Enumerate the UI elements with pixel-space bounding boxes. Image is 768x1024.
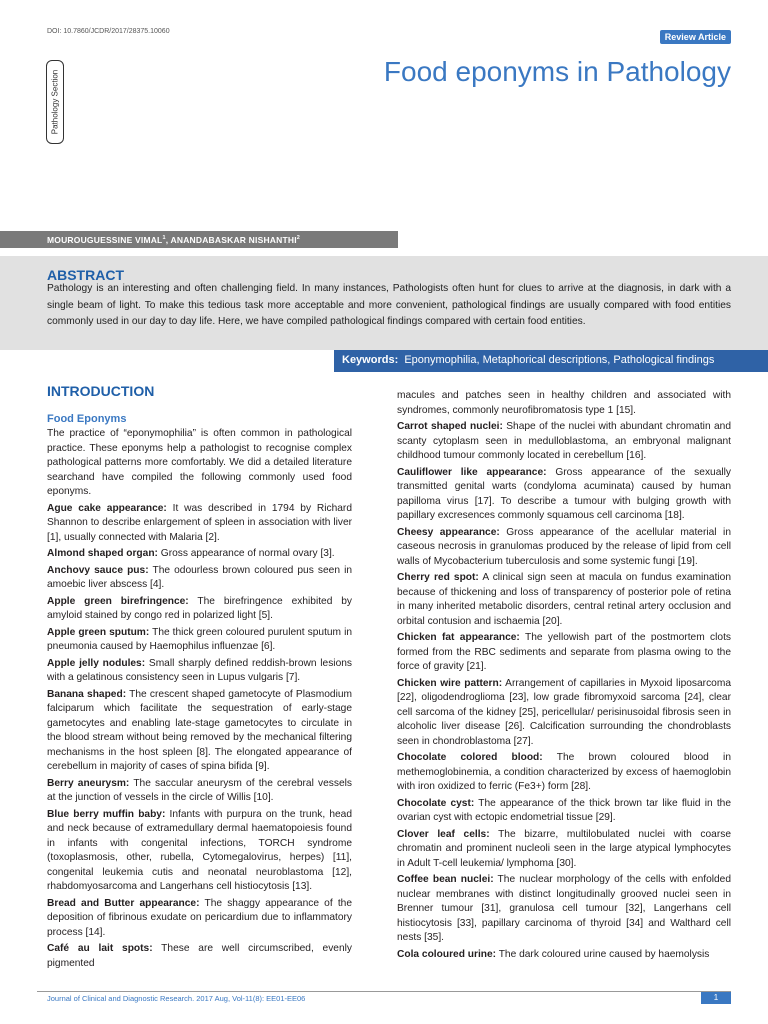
eponym-description: Small sharply defined reddish-brown lesions with a gelatinous consistency seen in Lupus vulgaris [7]. — [47, 657, 352, 683]
eponym-description: The yellowish part of the postmortem clots formed from the RBC sediments and separate from plasma owing to the force of gravity [21]. — [397, 632, 731, 672]
author-separator: , — [165, 235, 171, 245]
intro-paragraph: The practice of “eponymophilia” is often common in pathological practice. These eponyms help a pathologist to recognise complex pathological patterns more comfortably. We did a detailed literature searchand have compiled the following commonly used food eponyms. — [47, 428, 352, 497]
eponym-description: Shape of the nuclei with abundant chromatin and scanty cytoplasm seen in medulloblastoma, an embryonal malignant childhood tumour commonly located in cerebellum [16]. — [397, 421, 731, 461]
eponym-description: A clinical sign seen at macula on fundus examination because of thickening and loss of transparency of posterior pole of retina in many inherited metabolic disorders, central retinal artery occlusion and orbital contusion and ischaemia [20]. — [397, 572, 731, 627]
eponym-description: The crescent shaped gametocyte of Plasmodium falciparum which facilitate the sequestration of early-stage gametocytes and enabling late-stage gametocytes to circulate in the blood stream without being removed by the mechanical filtering mechanisms in the host spleen [8]. The elongated appearance of cerebellum in majority of cases of spina bifida [9]. — [47, 688, 352, 772]
author-name: MOUROUGUESSINE VIMAL — [47, 235, 163, 245]
eponym-description: The dark coloured urine caused by haemolysis — [496, 948, 710, 960]
eponym-term: Apple green sputum: — [47, 626, 150, 638]
doi-text: DOI: 10.7860/JCDR/2017/28375.10060 — [47, 28, 170, 35]
eponym-entry — [47, 942, 352, 971]
eponym-entry — [47, 626, 352, 655]
authors-bar — [0, 231, 398, 248]
author-affiliation: 2 — [296, 235, 301, 242]
eponym-description: Gross appearance of the sexually transmitted genital warts (condyloma acuminata) caused by human papilloma virus [17]. To describe a tumour with bulging growth with papillary excresences commonly squamous cell carcinoma [18]. — [397, 466, 731, 521]
eponym-entry — [47, 897, 352, 941]
eponym-term: Chocolate colored blood: — [397, 752, 543, 763]
section-tab-label: Pathology Section — [50, 69, 60, 135]
eponym-entry — [397, 828, 731, 872]
eponym-entry — [397, 797, 731, 826]
abstract-heading: ABSTRACT — [47, 267, 124, 283]
introduction-heading: INTRODUCTION — [47, 383, 155, 399]
eponym-description: The saccular aneurysm of the cerebral vessels at the junction of vessels in the circle of Willis [10]. — [47, 777, 353, 803]
eponym-term: Coffee bean nuclei: — [397, 874, 494, 885]
author-affiliation: 1 — [162, 235, 166, 242]
eponym-term: Cherry red spot: — [397, 572, 479, 583]
eponym-entry — [47, 688, 352, 775]
eponym-term: Bread and Butter appearance: — [47, 897, 200, 909]
eponym-description: Arrangement of capillaries in Myxoid liposarcoma [22], oligodendroglioma [23], low grade fibromyxoid sarcoma [24], clear cell sarcoma of the kidney [25], pericellular/ perisinusoidal fibrosis seen in alcoholic liver disease [26]. Calcification surrounding the chondroblasts seen in chondroblastoma [27]. — [397, 677, 731, 747]
eponym-entry — [47, 564, 352, 593]
eponym-description: The birefringence exhibited by amyloid stained by congo red in polarized light [5]. — [47, 595, 352, 621]
page-number: 1 — [701, 992, 731, 1004]
author-name: ANANDABASKAR NISHANTHI — [170, 235, 297, 245]
eponym-term: Apple jelly nodules: — [47, 657, 146, 669]
left-entry-list — [47, 502, 352, 972]
eponym-description: The odourless brown coloured pus seen in amoebic liver abscess [4]. — [47, 564, 352, 590]
eponym-entry — [397, 466, 731, 524]
eponym-term: Apple green birefringence: — [47, 595, 189, 607]
eponym-term: Cauliflower like appearance: — [397, 466, 547, 478]
right-entry-list — [397, 420, 731, 962]
eponym-entry — [47, 595, 352, 624]
eponym-description: The nuclear morphology of the cells with enfolded nuclear membranes with distinct longitudinally grooved nuclei seen in Brenner tumour [31], granulosa cell tumour [32], Langerhans cell histiocytosis [33], papillary carcinoma of thyroid [34] and Walthard cell nests [35]. — [397, 874, 731, 943]
eponym-term: Clover leaf cells: — [397, 828, 490, 840]
eponym-term: Carrot shaped nuclei: — [397, 421, 503, 432]
keywords-text: Eponymophilia, Metaphorical descriptions, Pathological findings — [404, 354, 715, 366]
eponym-entry — [47, 502, 352, 546]
eponym-entry — [47, 777, 352, 806]
eponym-term: Anchovy sauce pus: — [47, 564, 149, 576]
eponym-description: The shaggy appearance of the deposition of fibrinous exudate on pericardium due to inflammatory process [14]. — [47, 897, 352, 938]
eponym-term: Cola coloured urine: — [397, 948, 497, 960]
eponym-description: The thick green coloured purulent sputum in pneumonia caused by Haemophilus influenzae [6]. — [47, 626, 352, 652]
eponym-description: The appearance of the thick brown tar like fluid in the ovarian cyst with ectopic endometrial tissue [29]. — [397, 797, 732, 823]
eponym-description: Gross appearance of the acellular material in caseous necrosis in granulomas produced by the release of lipid from cell walls of Mycobacterium tuberculosis and some systemic fungi [19]. — [397, 526, 731, 567]
eponym-entry — [47, 657, 352, 686]
eponym-entry — [397, 948, 731, 963]
eponym-term: Ague cake appearance: — [47, 502, 167, 514]
left-column — [47, 384, 352, 973]
abstract-section — [0, 256, 768, 350]
eponym-description: Infants with purpura on the trunk, head and neck because of extramedullary dermal haematopoiesis found in infants with congenital infections, TORCH syndrome (toxoplasmosis, other, rubella, Cytomegalovirus, herpes) [11], congenital leukemia cutis and neonatal neuroblastoma [12], rhabdomyosarcoma and Langerhans cell histiocytosis [13]. — [47, 808, 352, 892]
keywords-label: Keywords: — [342, 354, 399, 366]
eponym-term: Banana shaped: — [47, 688, 127, 700]
continued-paragraph: macules and patches seen in healthy children and associated with syndromes, commonly neurofibromatosis type 1 [15]. — [397, 390, 731, 416]
eponym-entry — [397, 873, 731, 946]
eponym-term: Café au lait spots: — [47, 943, 153, 954]
article-title: Food eponyms in Pathology — [383, 56, 731, 87]
eponym-description: The brown coloured blood in methemoglobinemia, a condition characterized by excess of haemoglobin with iron oxidized to ferric (Fe3+) form [28]. — [397, 752, 731, 792]
eponym-entry — [47, 808, 352, 895]
eponym-entry — [397, 526, 731, 570]
eponym-term: Chicken wire pattern: — [397, 677, 503, 689]
eponym-term: Berry aneurysm: — [47, 777, 130, 789]
eponym-description: The bizarre, multilobulated nuclei with coarse chromatin and prominent nucleoli seen in the large atypical lymphocytes in Adult T-cell leukemia/ lymphoma [30]. — [397, 828, 731, 869]
eponym-entry — [397, 677, 731, 750]
eponym-entry — [397, 420, 731, 464]
food-eponyms-subheading: Food Eponyms — [47, 412, 127, 425]
article-type-badge: Review Article — [660, 30, 731, 44]
eponym-term: Chocolate cyst: — [397, 797, 475, 809]
abstract-text: Pathology is an interesting and often challenging field. In many instances, Pathologists often hunt for clues to arrive at the diagnosis, in dark with a single beam of light. To make this tedious task more acceptable and more convenient, pathological findings are usually compared with food entities commonly used in our day to day life. Here, we have compiled pathological findings compared with certain food entities. — [47, 283, 731, 327]
footer-citation: Journal of Clinical and Diagnostic Research. 2017 Aug, Vol-11(8): EE01-EE06 — [47, 994, 306, 1003]
eponym-entry — [397, 751, 731, 795]
eponym-entry — [397, 571, 731, 629]
eponym-term: Almond shaped organ: — [47, 548, 158, 559]
eponym-entry — [397, 631, 731, 675]
eponym-term: Blue berry muffin baby: — [47, 808, 166, 820]
eponym-term: Chicken fat appearance: — [397, 632, 520, 643]
keywords-bar — [334, 350, 768, 372]
footer-divider — [37, 991, 731, 992]
eponym-description: These are well circumscribed, evenly pigmented — [47, 943, 353, 969]
eponym-entry — [47, 547, 352, 562]
right-column — [397, 389, 731, 964]
eponym-description: It was described in 1794 by Richard Shannon to describe enlargement of spleen in association with liver [1], usually connected with Malaria [2]. — [47, 502, 352, 543]
section-tab — [46, 60, 64, 144]
eponym-description: Gross appearance of normal ovary [3]. — [157, 548, 335, 559]
eponym-term: Cheesy appearance: — [397, 526, 500, 538]
